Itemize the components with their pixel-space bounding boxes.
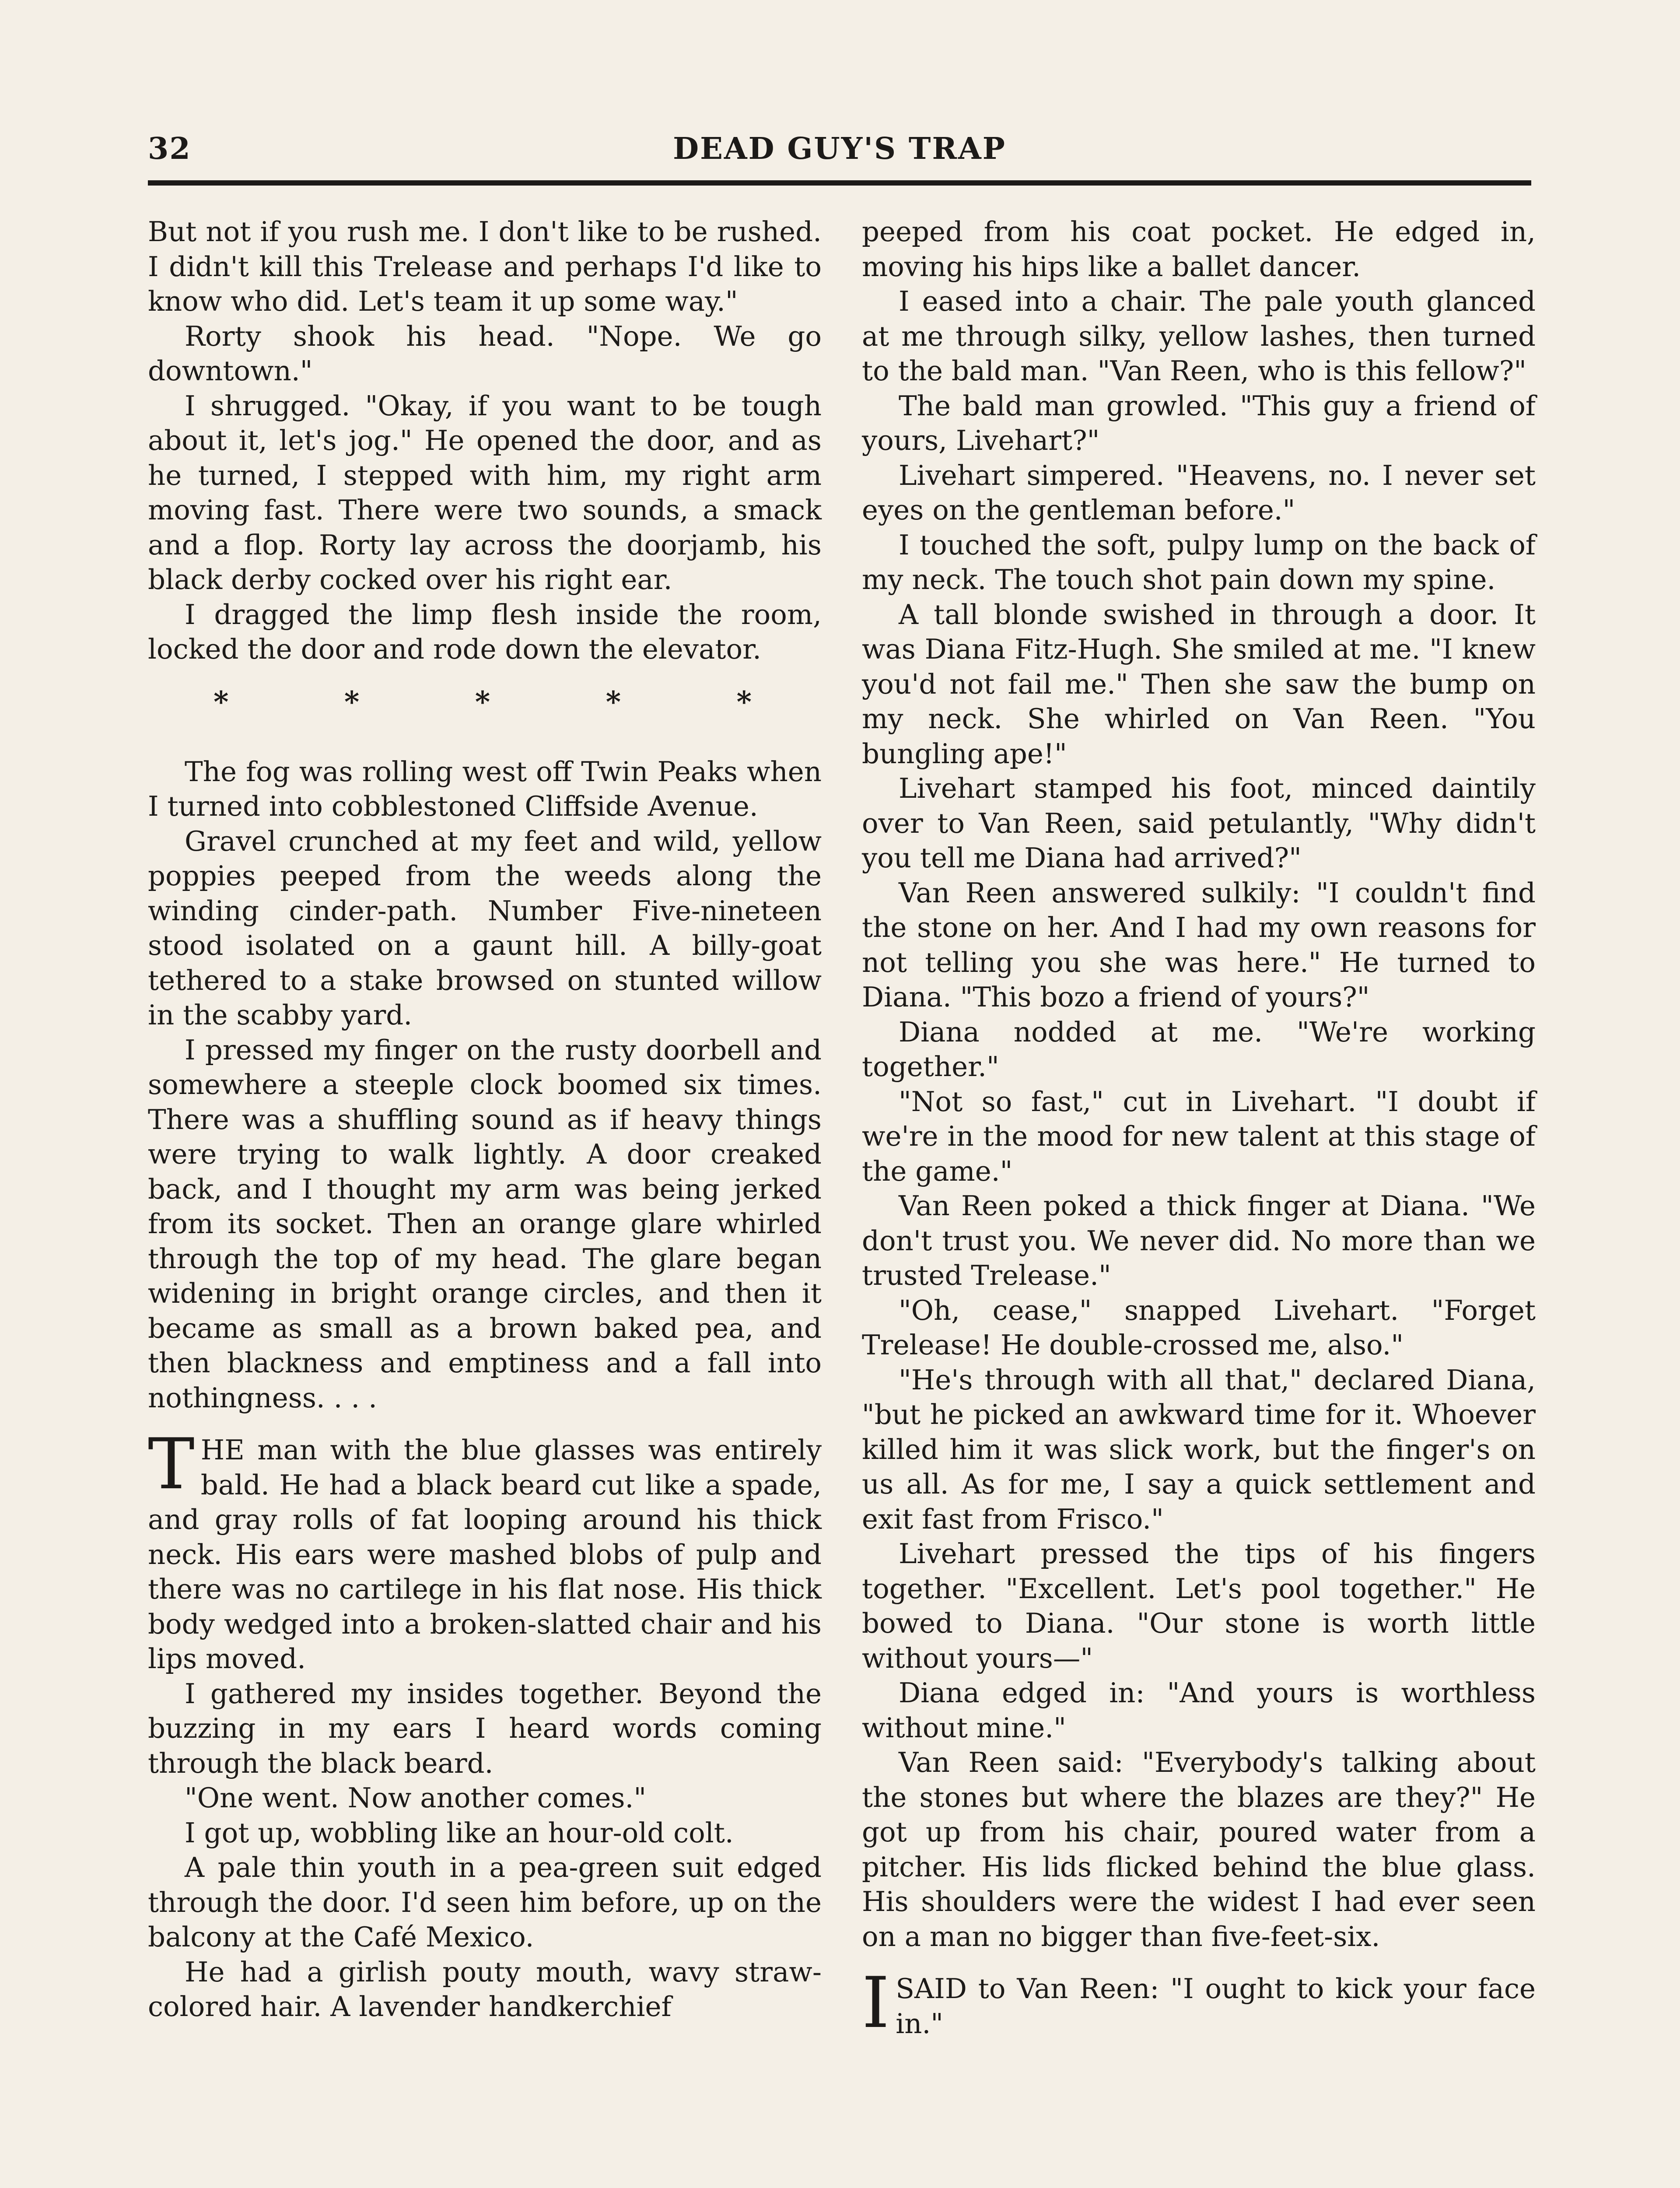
paragraph: Livehart pressed the tips of his fingers together. "Excellent. Let's pool together." He bowed to Diana. "Our stone is worth little without yours—" (862, 1538, 1536, 1674)
section-break-star: * (606, 684, 621, 719)
paragraph: Van Reen said: "Everybody's talking about the stones but where the blazes are they?" He got up from his chair, poured water from a pitcher. His lids flicked behind the blue glass. His shoulders were the widest I had ever seen on a man no bigger than five-feet-six. (862, 1746, 1536, 1953)
right-column (862, 214, 1536, 2044)
paragraph: Livehart stamped his foot, minced daintily over to Van Reen, said petulantly, "Why didn't you tell me Diana had arrived?" (862, 772, 1536, 874)
paragraph: I shrugged. "Okay, if you want to be tough about it, let's jog." He opened the door, and as he turned, I stepped with him, my right arm moving fast. There were two sounds, a smack and a flop. Rorty lay across the doorjamb, his black derby cocked over his right ear. (148, 389, 822, 596)
paragraph: Livehart simpered. "Heavens, no. I never set eyes on the gentleman before." (862, 459, 1536, 526)
paragraph: "One went. Now another comes." (185, 1782, 647, 1814)
paragraph: I gathered my insides together. Beyond the buzzing in my ears I heard words coming through the black beard. (148, 1677, 822, 1779)
paragraph: peeped from his coat pocket. He edged in, moving his hips like a ballet dancer. (862, 216, 1536, 283)
page-header (148, 127, 1531, 175)
dropcap-paragraph (148, 1423, 822, 1676)
paragraph: But not if you rush me. I don't like to be rushed. I didn't kill this Trelease and perhaps I'd like to know who did. Let's team it up some way." (148, 216, 822, 317)
paragraph: He had a girlish pouty mouth, wavy straw-colored hair. A lavender handkerchief (148, 1956, 822, 2023)
paragraph: Van Reen answered sulkily: "I couldn't find the stone on her. And I had my own reasons for not telling you she was here." He turned to Diana. "This bozo a friend of yours?" (862, 877, 1536, 1013)
paragraph: A pale thin youth in a pea-green suit edged through the door. I'd seen him before, up on the balcony at the Café Mexico. (148, 1851, 822, 1953)
left-column (148, 214, 822, 2024)
paragraph: The bald man growled. "This guy a friend of yours, Livehart?" (862, 389, 1536, 456)
paragraph: Gravel crunched at my feet and wild, yellow poppies peeped from the weeds along the winding cinder-path. Number Five-nineteen stood isolated on a gaunt hill. A billy-goat tethered to a stake browsed on stunted willow in the scabby yard. (148, 825, 822, 1031)
section-break-star: * (475, 684, 490, 719)
paragraph: I dragged the limp flesh inside the room, locked the door and rode down the elevator. (148, 598, 822, 665)
paragraph: A tall blonde swished in through a door. It was Diana Fitz-Hugh. She smiled at me. "I knew you'd not fail me." Then she saw the bump on my neck. She whirled on Van Reen. "You bungling ape!" (862, 598, 1536, 770)
header-rule (148, 180, 1531, 186)
running-title: DEAD GUY'S TRAP (673, 131, 1006, 166)
paragraph: Diana nodded at me. "We're working together." (862, 1016, 1536, 1083)
section-break (148, 684, 822, 719)
section-break-star: * (214, 684, 229, 719)
paragraph: I eased into a chair. The pale youth glanced at me through silky, yellow lashes, then turned to the bald man. "Van Reen, who is this fellow?" (862, 285, 1536, 387)
paragraph: I got up, wobbling like an hour-old colt. (185, 1816, 734, 1849)
paragraph: Rorty shook his head. "Nope. We go downtown." (148, 320, 822, 387)
dropcap-letter: I (862, 1962, 890, 2044)
section-break-star: * (736, 684, 752, 719)
paragraph-text: SAID to Van Reen: "I ought to kick your face in." (896, 1973, 1536, 2040)
dropcap-paragraph (862, 1962, 1536, 2044)
paragraph: "Oh, cease," snapped Livehart. "Forget Trelease! He double-crossed me, also." (862, 1294, 1536, 1361)
paragraph: I touched the soft, pulpy lump on the back of my neck. The touch shot pain down my spine. (862, 529, 1536, 596)
paragraph: Diana edged in: "And yours is worthless without mine." (862, 1677, 1536, 1744)
paragraph: "Not so fast," cut in Livehart. "I doubt if we're in the mood for new talent at this stage of the game." (862, 1085, 1536, 1187)
paragraph: "He's through with all that," declared Diana, "but he picked an awkward time for it. Whoever killed him it was slick work, but the finger's on us all. As for me, I say a quick settlement and exit fast from Frisco." (862, 1364, 1536, 1535)
paragraph: The fog was rolling west off Twin Peaks when I turned into cobblestoned Cliffside Avenue. (148, 755, 822, 822)
paragraph: I pressed my finger on the rusty doorbell and somewhere a steeple clock boomed six times. There was a shuffling sound as if heavy things were trying to walk lightly. A door creaked back, and I thought my arm was being jerked from its socket. Then an orange glare whirled through the top of my head. The glare began widening in bright orange circles, and then it became as small as a brown baked pea, and then blackness and emptiness and a fall into nothingness. . . . (148, 1034, 822, 1414)
page-number: 32 (148, 131, 191, 166)
dropcap-letter: T (148, 1423, 195, 1505)
paragraph-text: HE man with the blue glasses was entirely bald. He had a black beard cut like a spade, and gray rolls of fat looping around his thick neck. His ears were mashed blobs of pulp and there was no cartilege in his flat nose. His thick body wedged into a broken-slatted chair and his lips moved. (148, 1434, 822, 1675)
paragraph: Van Reen poked a thick finger at Diana. "We don't trust you. We never did. No more than we trusted Trelease." (862, 1190, 1536, 1291)
section-break-star: * (344, 684, 360, 719)
